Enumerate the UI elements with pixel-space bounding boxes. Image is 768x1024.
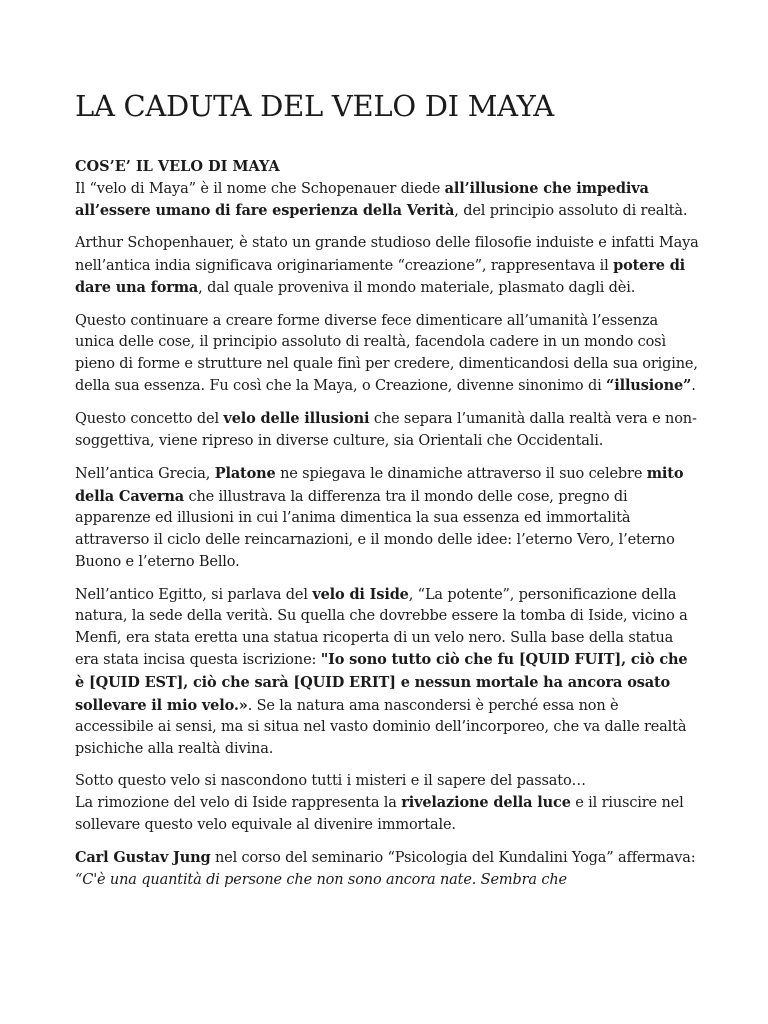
paragraph-6 [75,584,700,761]
section-heading: COS’E’ IL VELO DI MAYA [75,158,280,175]
paragraph-7 [75,771,700,837]
bold-text: rivelazione della luce [401,794,571,812]
text-line: Sotto questo velo si nascondono tutti i misteri e il sapere del passato… [75,772,586,789]
text: , dal quale proveniva il mondo materiale, plasmato dagli dèi. [198,280,636,297]
text: . [691,378,696,395]
paragraph-1 [75,178,700,223]
text: Nell’antico Egitto, si parlava del [75,586,313,603]
bold-text: Carl Gustav Jung [75,849,211,867]
bold-text: “illusione” [606,377,692,395]
bold-text: velo delle illusioni [223,410,370,428]
text: , “La potente”, personificazione della natura, la sede della verità. Su quella che dovrebbe essere la tomba di Iside, vicino a Menfi, era stata eretta una statua ricoperta di un velo nero. Sulla base della statua era stata incisa questa iscrizione: [75,586,688,669]
document-title: LA CADUTA DEL VELO DI MAYA [75,89,554,123]
bold-inscription: "Io sono tutto ciò che fu [QUID FUIT], ciò che è [QUID EST], ciò che sarà [QUID ERIT] e nessun mortale ha ancora osato sollevare il mio velo.» [75,651,688,714]
document-page [75,86,700,902]
text: Nell’antica Grecia, [75,466,215,483]
text: Questo continuare a creare forme diverse fece dimenticare all’umanità l’essenza unica delle cose, il principio assoluto di realtà, facendola cadere in un mondo così pieno di forme e strutture nel quale finì per credere, dimenticandosi della sua origine, della sua essenza. Fu così che la Maya, o Creazione, divenne sinonimo di [75,312,698,395]
italic-quote: “C'è una quantità di persone che non sono ancora nate. Sembra che [75,871,567,888]
text: e il riuscire nel sollevare questo velo equivale al divenire immortale. [75,795,684,834]
text: . Se la natura ama nascondersi è perché essa non è accessibile ai sensi, ma si situa nel vasto dominio dell’incorporeo, che va dalle realtà psichiche alla realtà divina. [75,697,687,757]
text: Arthur Schopenhauer, è stato un grande studioso delle filosofie induiste e infatti Maya nell’antica india significava originariamente “creazione”, rappresentava il [75,235,699,274]
bold-text: velo di Iside [312,585,409,603]
paragraph-2 [75,233,700,300]
bold-text: mito della Caverna [75,465,684,505]
text: nel corso del seminario “Psicologia del Kundalini Yoga” affermava: [210,850,696,867]
text: che separa l’umanità dalla realtà vera e non-soggettiva, viene ripreso in diverse culture, sia Orientali che Occidentali. [75,411,697,450]
paragraph-3 [75,311,700,398]
text: che illustrava la differenza tra il mondo delle cose, pregno di apparenze ed illusioni in cui l’anima dimentica la sua essenza ed immortalità attraverso il ciclo delle reincarnazioni, e il mondo delle idee: l’eterno Vero, l’eterno Buono e l’eterno Bello. [75,488,675,570]
paragraph-5 [75,463,700,573]
paragraph-8 [75,847,700,891]
bold-text: all’illusione che impediva all’essere umano di fare esperienza della Verità [75,179,649,220]
bold-text: potere di dare una forma [75,256,686,297]
bold-text: Platone [214,465,276,483]
text: , del principio assoluto di realtà. [454,203,688,220]
text: Questo concetto del [75,411,224,428]
text: ne spiegava le dinamiche attraverso il suo celebre [275,466,647,483]
paragraph-4 [75,408,700,452]
text: Il “velo di Maya” è il nome che Schopenauer diede [75,180,445,197]
text: La rimozione del velo di Iside rappresenta la [75,795,402,812]
